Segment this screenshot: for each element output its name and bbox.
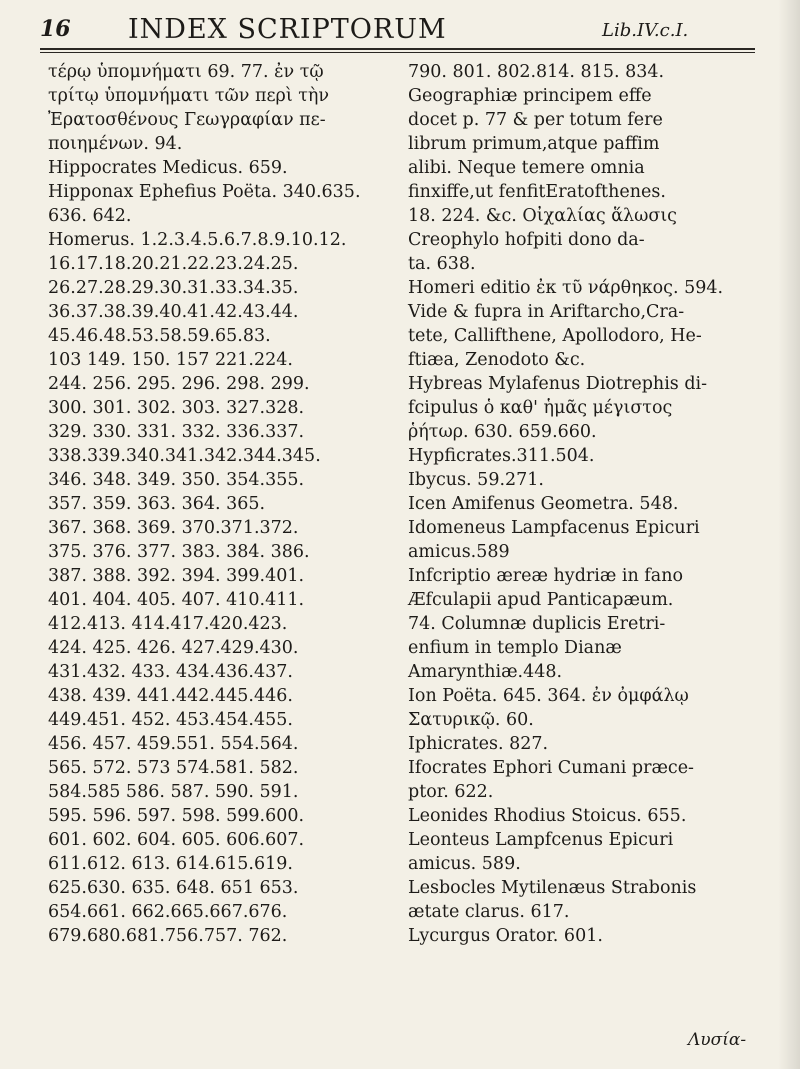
index-line: 636. 642. [48, 206, 132, 226]
page-edge-shadow [778, 0, 800, 1069]
index-line: Ibycus. 59.271. [408, 470, 544, 490]
index-line: Homerus. 1.2.3.4.5.6.7.8.9.10.12. [48, 230, 347, 250]
index-line: 74. Columnæ duplicis Eretri- [408, 614, 666, 634]
index-line: Ifocrates Ephori Cumani præce- [408, 758, 694, 778]
index-line: Lesbocles Mytilenæus Strabonis [408, 878, 697, 898]
index-line: 18. 224. &c. Οἰχαλίας ἅλωσις [408, 206, 677, 226]
index-line: 790. 801. 802.814. 815. 834. [408, 62, 665, 82]
index-line: enfium in templo Dianæ [408, 638, 622, 658]
index-line: Leonides Rhodius Stoicus. 655. [408, 806, 687, 826]
page-number: 16 [40, 16, 71, 42]
index-line: Ion Poëta. 645. 364. ἐν ὀμφάλῳ [408, 686, 689, 706]
index-line: 431.432. 433. 434.436.437. [48, 662, 293, 682]
index-line: 679.680.681.756.757. 762. [48, 926, 288, 946]
index-line: Creophylo hofpiti dono da- [408, 230, 645, 250]
index-line: amicus. 589. [408, 854, 521, 874]
index-line: 45.46.48.53.58.59.65.83. [48, 326, 271, 346]
index-line: Hippocrates Medicus. 659. [48, 158, 288, 178]
index-line: Icen Amifenus Geometra. 548. [408, 494, 679, 514]
index-line: Infcriptio æreæ hydriæ in fano [408, 566, 684, 586]
index-line: Geographiæ principem effe [408, 86, 652, 106]
index-line: Hypficrates.311.504. [408, 446, 595, 466]
index-line: Æfculapii apud Panticapæum. [408, 590, 674, 610]
index-line: 387. 388. 392. 394. 399.401. [48, 566, 305, 586]
index-line: 424. 425. 426. 427.429.430. [48, 638, 299, 658]
index-line: ta. 638. [408, 254, 476, 274]
index-line: ῥήτωρ. 630. 659.660. [408, 422, 597, 442]
index-line: τρίτῳ ὑπομνήματι τῶν περὶ τὴν [48, 86, 330, 106]
index-line: Hybreas Mylafenus Diotrephis di- [408, 374, 708, 394]
index-line: Iphicrates. 827. [408, 734, 549, 754]
header-rule-thin [40, 52, 755, 53]
index-line: 456. 457. 459.551. 554.564. [48, 734, 299, 754]
index-line: 329. 330. 331. 332. 336.337. [48, 422, 305, 442]
index-line: Vide & fupra in Ariftarcho,Cra- [408, 302, 685, 322]
index-line: fcipulus ὁ καθ' ἡμᾶς μέγιστος [408, 398, 673, 418]
index-line: Ἐρατοσθένους Γεωγραφίαν πε- [48, 110, 326, 130]
index-line: 338.339.340.341.342.344.345. [48, 446, 321, 466]
index-line: 367. 368. 369. 370.371.372. [48, 518, 299, 538]
index-line: 595. 596. 597. 598. 599.600. [48, 806, 305, 826]
index-line: Hipponax Ephefius Poëta. 340.635. [48, 182, 361, 202]
header-rule [40, 48, 755, 50]
index-line: 244. 256. 295. 296. 298. 299. [48, 374, 310, 394]
index-line: Amarynthiæ.448. [408, 662, 563, 682]
index-line: alibi. Neque temere omnia [408, 158, 645, 178]
index-line: 654.661. 662.665.667.676. [48, 902, 288, 922]
index-line: 601. 602. 604. 605. 606.607. [48, 830, 305, 850]
index-line: 625.630. 635. 648. 651 653. [48, 878, 299, 898]
index-line: ætate clarus. 617. [408, 902, 570, 922]
index-line: 36.37.38.39.40.41.42.43.44. [48, 302, 299, 322]
index-line: 565. 572. 573 574.581. 582. [48, 758, 299, 778]
index-line: 438. 439. 441.442.445.446. [48, 686, 293, 706]
index-line: Homeri editio ἐκ τῦ νάρθηκος. 594. [408, 278, 724, 298]
index-line: ftiæa, Zenodoto &c. [408, 350, 586, 370]
section-reference: Lib.IV.c.I. [602, 20, 689, 41]
index-line: 401. 404. 405. 407. 410.411. [48, 590, 305, 610]
running-title: INDEX SCRIPTORUM [128, 14, 447, 45]
index-line: 346. 348. 349. 350. 354.355. [48, 470, 305, 490]
index-line: 300. 301. 302. 303. 327.328. [48, 398, 305, 418]
index-line: amicus.589 [408, 542, 510, 562]
index-line: 103 149. 150. 157 221.224. [48, 350, 293, 370]
index-line: 584.585 586. 587. 590. 591. [48, 782, 299, 802]
page-header [40, 14, 760, 44]
index-line: tete, Callifthene, Apollodoro, He- [408, 326, 702, 346]
index-line: Σατυρικῷ. 60. [408, 710, 534, 730]
index-line: Leonteus Lampfcenus Epicuri [408, 830, 674, 850]
index-line: Idomeneus Lampfacenus Epicuri [408, 518, 700, 538]
index-column-left [48, 60, 378, 948]
index-line: Lycurgus Orator. 601. [408, 926, 603, 946]
index-line: docet p. 77 & per totum fere [408, 110, 663, 130]
index-line: 449.451. 452. 453.454.455. [48, 710, 293, 730]
index-line: ποιημένων. 94. [48, 134, 183, 154]
index-line: 611.612. 613. 614.615.619. [48, 854, 293, 874]
catchword: Λυσία- [688, 1030, 747, 1050]
index-line: ptor. 622. [408, 782, 494, 802]
index-line: 16.17.18.20.21.22.23.24.25. [48, 254, 299, 274]
index-line: librum primum,atque paffim [408, 134, 660, 154]
index-line: 412.413. 414.417.420.423. [48, 614, 288, 634]
index-line: τέρῳ ὑπομνήματι 69. 77. ἐν τῷ [48, 62, 324, 82]
index-line: 26.27.28.29.30.31.33.34.35. [48, 278, 299, 298]
index-column-right [408, 60, 758, 948]
index-line: 357. 359. 363. 364. 365. [48, 494, 266, 514]
index-line: 375. 376. 377. 383. 384. 386. [48, 542, 310, 562]
index-line: finxiffe,ut fenfitEratofthenes. [408, 182, 666, 202]
